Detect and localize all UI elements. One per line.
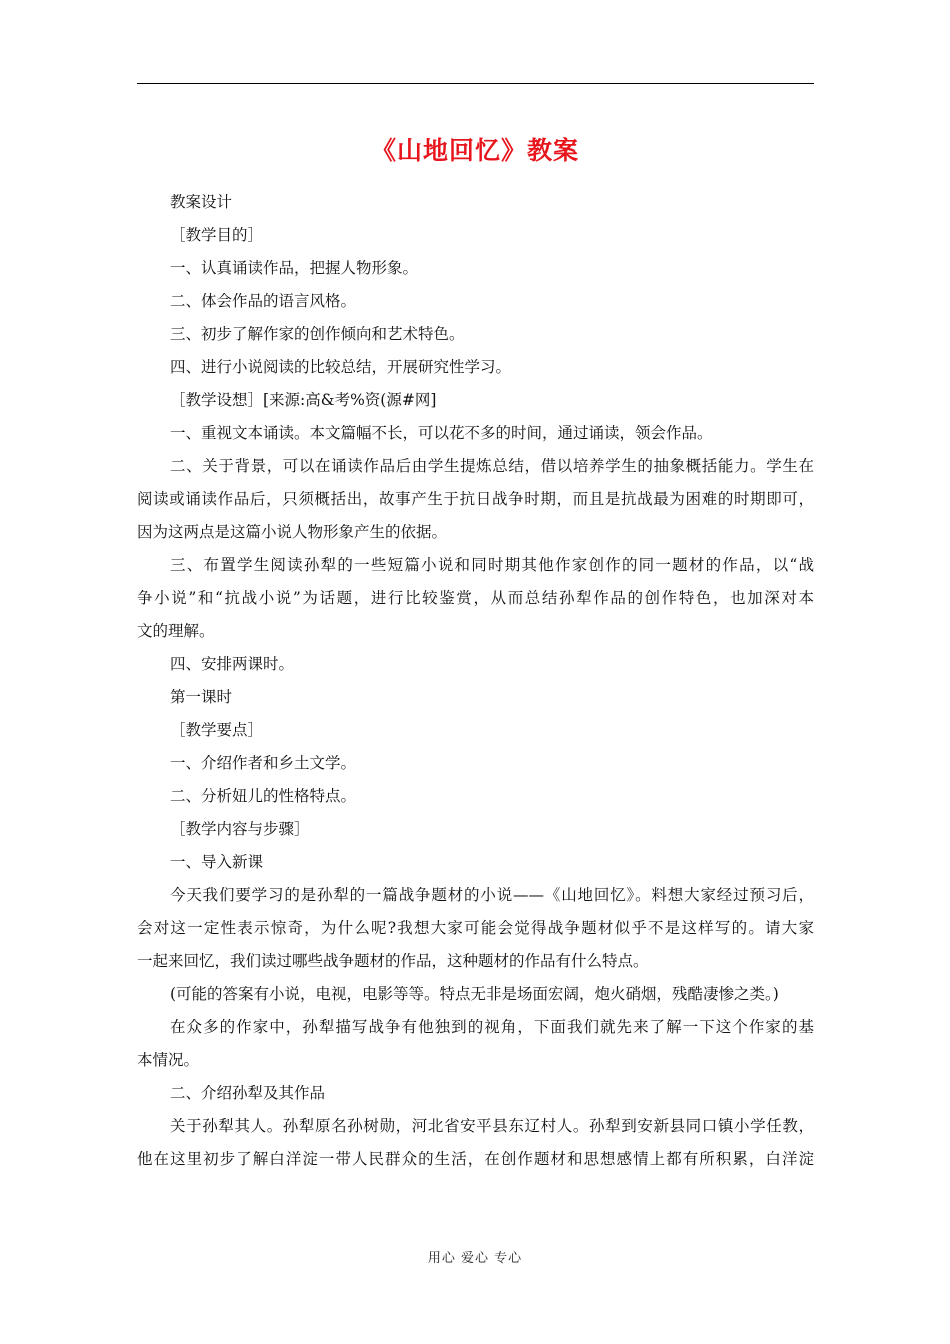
- paragraph: 一、重视文本诵读。本文篇幅不长，可以花不多的时间，通过诵读，领会作品。: [170, 424, 713, 442]
- bracket-heading: ［教学目的］: [170, 226, 264, 244]
- paragraph: 三、布置学生阅读孙犁的一些短篇小说和同时期其他作家创作的同一题材的作品，以“战: [170, 556, 814, 574]
- paragraph-continuation: 本情况。: [137, 1051, 200, 1069]
- section-heading: 教案设计: [170, 193, 233, 211]
- document-body: [137, 186, 814, 1176]
- paragraph: (可能的答案有小说，电视，电影等等。特点无非是场面宏阔，炮火硝烟，残酷凄惨之类。): [170, 985, 779, 1003]
- paragraph: 今天我们要学习的是孙犁的一篇战争题材的小说——《山地回忆》。料想大家经过预习后，: [170, 886, 814, 904]
- paragraph: 一、介绍作者和乡土文学。: [170, 754, 357, 772]
- paragraph-continuation: 争小说”和“抗战小说”为话题，进行比较鉴赏，从而总结孙犁作品的创作特色，也加深对本: [137, 589, 814, 607]
- paragraph: 二、关于背景，可以在诵读作品后由学生提炼总结，借以培养学生的抽象概括能力。学生在: [170, 457, 814, 475]
- document-title: 《山地回忆》教案: [370, 136, 579, 165]
- paragraph: 关于孙犁其人。孙犁原名孙树勋，河北省安平县东辽村人。孙犁到安新县同口镇小学任教，: [170, 1117, 814, 1135]
- paragraph-continuation: 因为这两点是这篇小说人物形象产生的依据。: [137, 523, 448, 541]
- paragraph: 四、进行小说阅读的比较总结，开展研究性学习。: [170, 358, 512, 376]
- paragraph-continuation: 一起来回忆，我们读过哪些战争题材的作品，这种题材的作品有什么特点。: [137, 952, 649, 970]
- paragraph: 在众多的作家中，孙犁描写战争有他独到的视角，下面我们就先来了解一下这个作家的基: [170, 1018, 814, 1036]
- paragraph-continuation: 他在这里初步了解白洋淀一带人民群众的生活，在创作题材和思想感情上都有所积累，白洋淀: [137, 1150, 814, 1168]
- paragraph-continuation: 会对这一定性表示惊奇，为什么呢?我想大家可能会觉得战争题材似乎不是这样写的。请大家: [137, 919, 814, 937]
- paragraph-continuation: 文的理解。: [137, 622, 215, 640]
- bracket-heading: ［教学设想］[来源:高&考%资(源#网]: [170, 391, 437, 409]
- paragraph: 一、认真诵读作品，把握人物形象。: [170, 259, 419, 277]
- header-rule: [137, 83, 814, 84]
- paragraph: 二、体会作品的语言风格。: [170, 292, 357, 310]
- bracket-heading: ［教学内容与步骤］: [170, 820, 310, 838]
- paragraph: 二、分析妞儿的性格特点。: [170, 787, 357, 805]
- paragraph: 三、初步了解作家的创作倾向和艺术特色。: [170, 325, 465, 343]
- paragraph: 四、安排两课时。: [170, 655, 295, 673]
- paragraph-continuation: 阅读或诵读作品后，只须概括出，故事产生于抗日战争时期，而且是抗战最为困难的时期即可，: [137, 490, 814, 508]
- section-heading: 二、介绍孙犁及其作品: [170, 1084, 326, 1102]
- section-heading: 一、导入新课: [170, 853, 264, 871]
- section-heading: 第一课时: [170, 688, 233, 706]
- bracket-heading: ［教学要点］: [170, 721, 264, 739]
- page-footer: 用心 爱心 专心: [427, 1251, 523, 1266]
